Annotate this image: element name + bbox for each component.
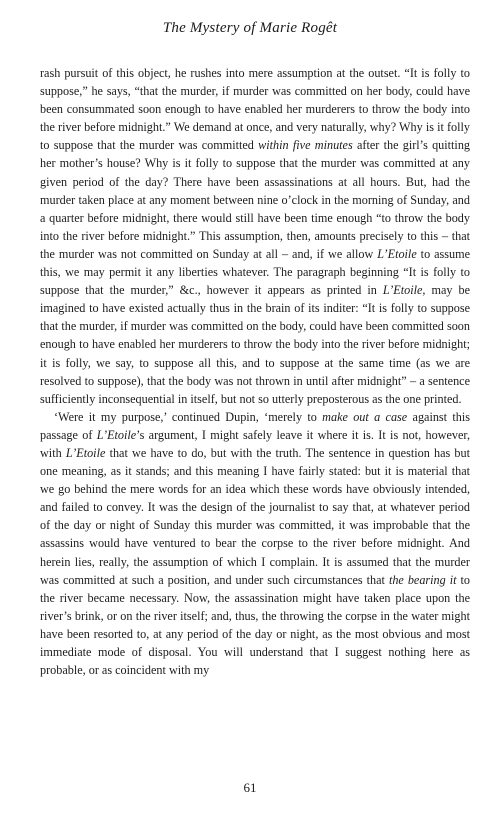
paragraph [40, 408, 470, 679]
text-run: against this passage of [40, 409, 470, 442]
italic-phrase: make out a case [322, 409, 408, 424]
italic-phrase: the bearing it [388, 572, 457, 587]
text-run: to the river became necessary. Now, the assassination might have taken place upon the river’s brink, or on the river itself; and, thus, the throwing the corpse in the water might have been resorted to, at any period of the day or night, as the most obvious and most immediate mode of disposal. You will understand that I suggest nothing here as probable, or as coincident with my [40, 572, 470, 678]
page-number: 61 [243, 780, 257, 795]
body-text [40, 64, 470, 679]
text-run: after the girl’s quitting her mother’s house? Why is it folly to suppose that the murder was committed at any given period of the day? There have been assassinations at all hours. But, had the murder taken place at any moment between nine o’clock in the morning of Sunday, and a quarter before midnight, there would still have been time enough “to throw the body into the river before midnight.” This assumption, then, amounts precisely to this – that the murder was not committed on Sunday at all – and, if we allow [40, 138, 471, 261]
text-run: ‘Were it my purpose,’ continued Dupin, ‘merely to [54, 409, 323, 424]
text-run: , may be imagined to have existed actually thus in the brain of its inditer: “It is folly to suppose that the murder, if murder was committed on the body, could have been committed soon enough to have enabled her murderers to throw the body into the river before midnight; it is folly, we say, to suppose all this, and to suppose at the same time (as we are resolved to suppose), that the body was not thrown in until after midnight” – a sentence sufficiently inconsequential in itself, but not so utterly preposterous as the one printed. [40, 283, 470, 406]
newspaper-name: L’Etoile [377, 246, 417, 261]
text-run: ’s argument, I might safely leave it where it is. It is not, however, with [40, 427, 470, 460]
running-title: The Mystery of Marie Rogêt [162, 20, 338, 36]
text-run: rash pursuit of this object, he rushes into mere assumption at the outset. “It is folly to suppose,” he says, “that the murder, if murder was committed on her body, could have been consummated soon enough to have enabled her murderers to throw the body into the river before midnight.” We demand at once, and very naturally, why? Why is it folly to suppose that the murder was committed [40, 66, 470, 153]
paragraph [40, 64, 470, 408]
newspaper-name: L’Etoile [65, 445, 106, 460]
text-run: that we have to do, but with the truth. The sentence in question has but one meaning, as it stands; and this meaning I have fairly stated: but it is material that we go behind the mere words for an idea which these words have obviously intended, and failed to convey. It was the design of the journalist to say that, at whatever period of the day or night of Sunday this murder was committed, it was improbable that the assassins would have ventured to bear the corpse to the river before midnight. And herein lies, really, the assumption of which I complain. It is assumed that the murder was committed at such a position, and under such circumstances that [40, 445, 471, 587]
newspaper-name: L’Etoile [96, 427, 137, 442]
newspaper-name: L’Etoile [382, 283, 423, 298]
text-run: to assume this, we may permit it any liberties whatever. The paragraph beginning “It is folly to suppose that the murder,” &c., however it appears as printed in [40, 246, 470, 298]
italic-phrase: within five minutes [258, 138, 353, 153]
